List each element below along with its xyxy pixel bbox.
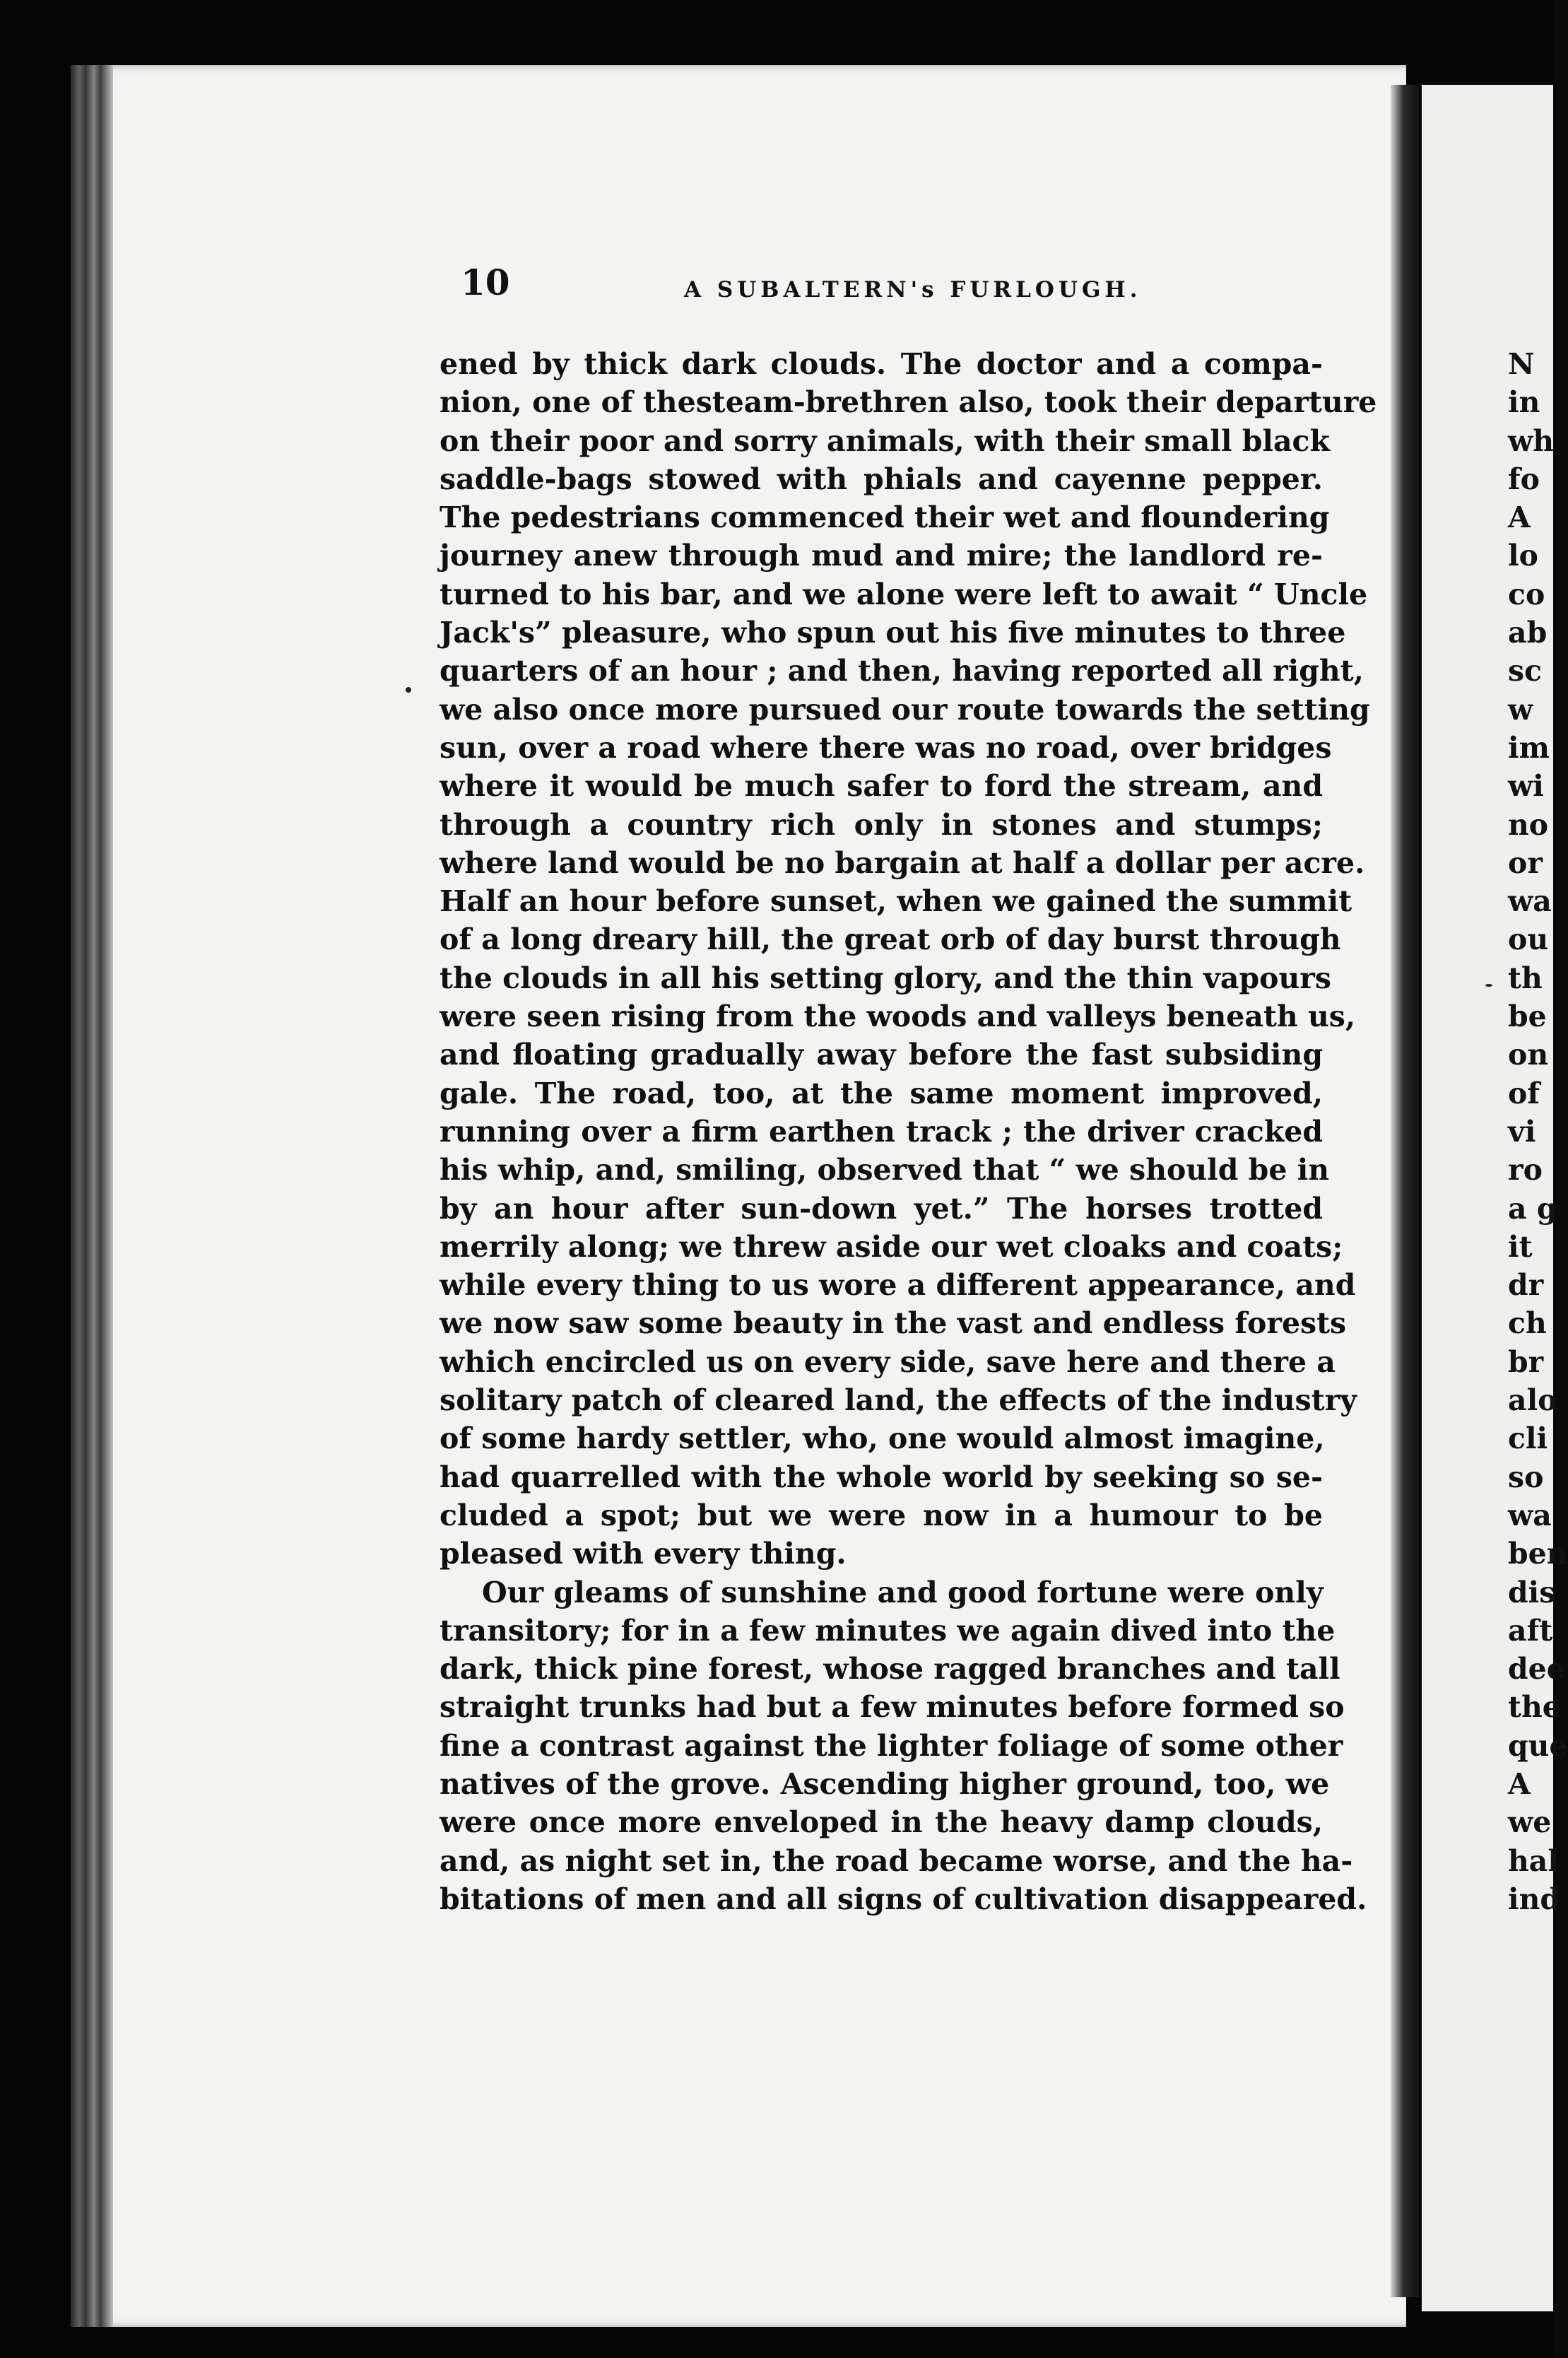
- text-line: while every thing to us wore a different appearance, and: [440, 1268, 1356, 1303]
- facing-page-line: lo: [1508, 539, 1538, 573]
- text-line: turned to his bar, and we alone were left to await “ Uncle: [440, 577, 1368, 611]
- facing-page-line: it: [1508, 1229, 1533, 1264]
- facing-page-line: in: [1508, 385, 1540, 420]
- book-gutter: [1391, 85, 1419, 2297]
- text-line: Half an hour before sunset, when we gained the summit: [440, 884, 1352, 919]
- text-line: gale. The road, too, at the same moment improved,: [440, 1076, 1323, 1110]
- text-line: dark, thick pine forest, whose ragged branches and tall: [440, 1652, 1340, 1687]
- facing-page-line: A: [1508, 1766, 1531, 1801]
- text-line: quarters of an hour ; and then, having reported all right,: [440, 654, 1364, 688]
- text-line: Our gleams of sunshine and good fortune were only: [482, 1575, 1324, 1609]
- facing-page-line: dee: [1508, 1652, 1565, 1687]
- text-line: on their poor and sorry animals, with their small black: [440, 423, 1330, 458]
- facing-page-line: ou: [1508, 922, 1549, 957]
- text-line: running over a firm earthen track ; the driver cracked: [440, 1114, 1323, 1149]
- facing-page-line: wa: [1508, 884, 1552, 919]
- facing-page-line: aft: [1508, 1613, 1553, 1648]
- facing-page-line: dr: [1508, 1268, 1544, 1303]
- text-line: his whip, and, smiling, observed that “ we should be in: [440, 1153, 1330, 1187]
- facing-page-line: vi: [1508, 1114, 1536, 1149]
- text-line: sun, over a road where there was no road, over bridges: [440, 730, 1332, 765]
- text-line: we also once more pursued our route towards the setting: [440, 692, 1370, 727]
- text-line: where land would be no bargain at half a dollar per acre.: [440, 845, 1365, 880]
- facing-page-line: wa: [1508, 1498, 1552, 1532]
- facing-page-line: or: [1508, 845, 1543, 880]
- ink-speck: [1485, 984, 1492, 987]
- text-line: saddle-bags stowed with phials and cayenne pepper.: [440, 462, 1323, 496]
- page-number: 10: [461, 262, 510, 303]
- facing-page-line: wh: [1508, 423, 1555, 458]
- text-line: had quarrelled with the whole world by seeking so se-: [440, 1460, 1323, 1494]
- facing-page-line: w: [1508, 692, 1533, 727]
- facing-page-line: on: [1508, 1038, 1549, 1072]
- facing-page-line: of: [1508, 1076, 1540, 1110]
- text-line: The pedestrians commenced their wet and floundering: [440, 500, 1330, 535]
- text-line: pleased with every thing.: [440, 1537, 847, 1571]
- text-line: of some hardy settler, who, one would almost imagine,: [440, 1421, 1325, 1456]
- facing-page-line: sc: [1508, 654, 1543, 688]
- facing-page-line: alo: [1508, 1383, 1557, 1418]
- text-line: which encircled us on every side, save here and there a: [440, 1344, 1336, 1379]
- text-line: transitory; for in a few minutes we again dived into the: [440, 1613, 1336, 1648]
- text-line: were once more enveloped in the heavy damp clouds,: [440, 1805, 1323, 1840]
- text-line: Jack's” pleasure, who spun out his five minutes to three: [440, 616, 1346, 650]
- facing-page-line: co: [1508, 577, 1545, 611]
- facing-page-line: ben: [1508, 1537, 1568, 1571]
- facing-page-line: be: [1508, 999, 1547, 1034]
- facing-page-line: wi: [1508, 769, 1544, 804]
- text-line: of a long dreary hill, the great orb of day burst through: [440, 922, 1341, 957]
- text-line: and floating gradually away before the fast subsiding: [440, 1038, 1323, 1072]
- facing-page-line: cli: [1508, 1421, 1548, 1456]
- facing-page-line: th: [1508, 961, 1543, 995]
- body-text: [440, 345, 1377, 1918]
- text-line: solitary patch of cleared land, the effects of the industry: [440, 1383, 1357, 1418]
- facing-page-line: so: [1508, 1460, 1544, 1494]
- facing-page-line: dis: [1508, 1575, 1556, 1609]
- text-line: nion, one of thesteam-brethren also, took their departure: [440, 385, 1377, 420]
- text-line: ened by thick dark clouds. The doctor and a compa-: [440, 347, 1323, 381]
- text-line: by an hour after sun-down yet.” The horses trotted: [440, 1191, 1323, 1226]
- page-edge-shadow: [71, 65, 113, 2327]
- text-line: journey anew through mud and mire; the landlord re-: [440, 539, 1323, 573]
- facing-page-line: the: [1508, 1690, 1561, 1725]
- text-line: the clouds in all his setting glory, and the thin vapours: [440, 961, 1331, 995]
- text-line: natives of the grove. Ascending higher ground, too, we: [440, 1766, 1330, 1801]
- text-line: merrily along; we threw aside our wet cloaks and coats;: [440, 1229, 1343, 1264]
- text-line: were seen rising from the woods and valleys beneath us,: [440, 999, 1356, 1034]
- text-line: through a country rich only in stones and stumps;: [440, 807, 1323, 842]
- text-line: and, as night set in, the road became worse, and the ha-: [440, 1843, 1353, 1878]
- facing-page-line: ind: [1508, 1882, 1561, 1916]
- text-line: fine a contrast against the lighter foliage of some other: [440, 1728, 1343, 1763]
- facing-page-line: A: [1508, 500, 1531, 535]
- facing-page-line: que: [1508, 1728, 1568, 1763]
- text-line: cluded a spot; but we were now in a humour to be: [440, 1498, 1323, 1532]
- text-line: we now saw some beauty in the vast and endless forests: [440, 1306, 1347, 1341]
- facing-page-line: no: [1508, 807, 1549, 842]
- facing-page-line: fo: [1508, 462, 1540, 496]
- facing-page-line: we: [1508, 1805, 1552, 1840]
- facing-page-line: hal: [1508, 1843, 1559, 1878]
- facing-page-line: N: [1508, 347, 1535, 381]
- facing-page-line: ab: [1508, 616, 1548, 650]
- facing-page-line: br: [1508, 1344, 1544, 1379]
- running-head: A SUBALTERN's FURLOUGH.: [684, 277, 1142, 303]
- text-line: bitations of men and all signs of cultivation disappeared.: [440, 1882, 1367, 1916]
- facing-page-text: [1508, 345, 1568, 1918]
- facing-page-line: ch: [1508, 1306, 1547, 1341]
- facing-page-line: a g: [1508, 1191, 1557, 1226]
- text-line: where it would be much safer to ford the stream, and: [440, 769, 1323, 804]
- ink-speck: [406, 687, 411, 693]
- facing-page-line: ro: [1508, 1153, 1543, 1187]
- text-line: straight trunks had but a few minutes before formed so: [440, 1690, 1345, 1725]
- facing-page-line: im: [1508, 730, 1550, 765]
